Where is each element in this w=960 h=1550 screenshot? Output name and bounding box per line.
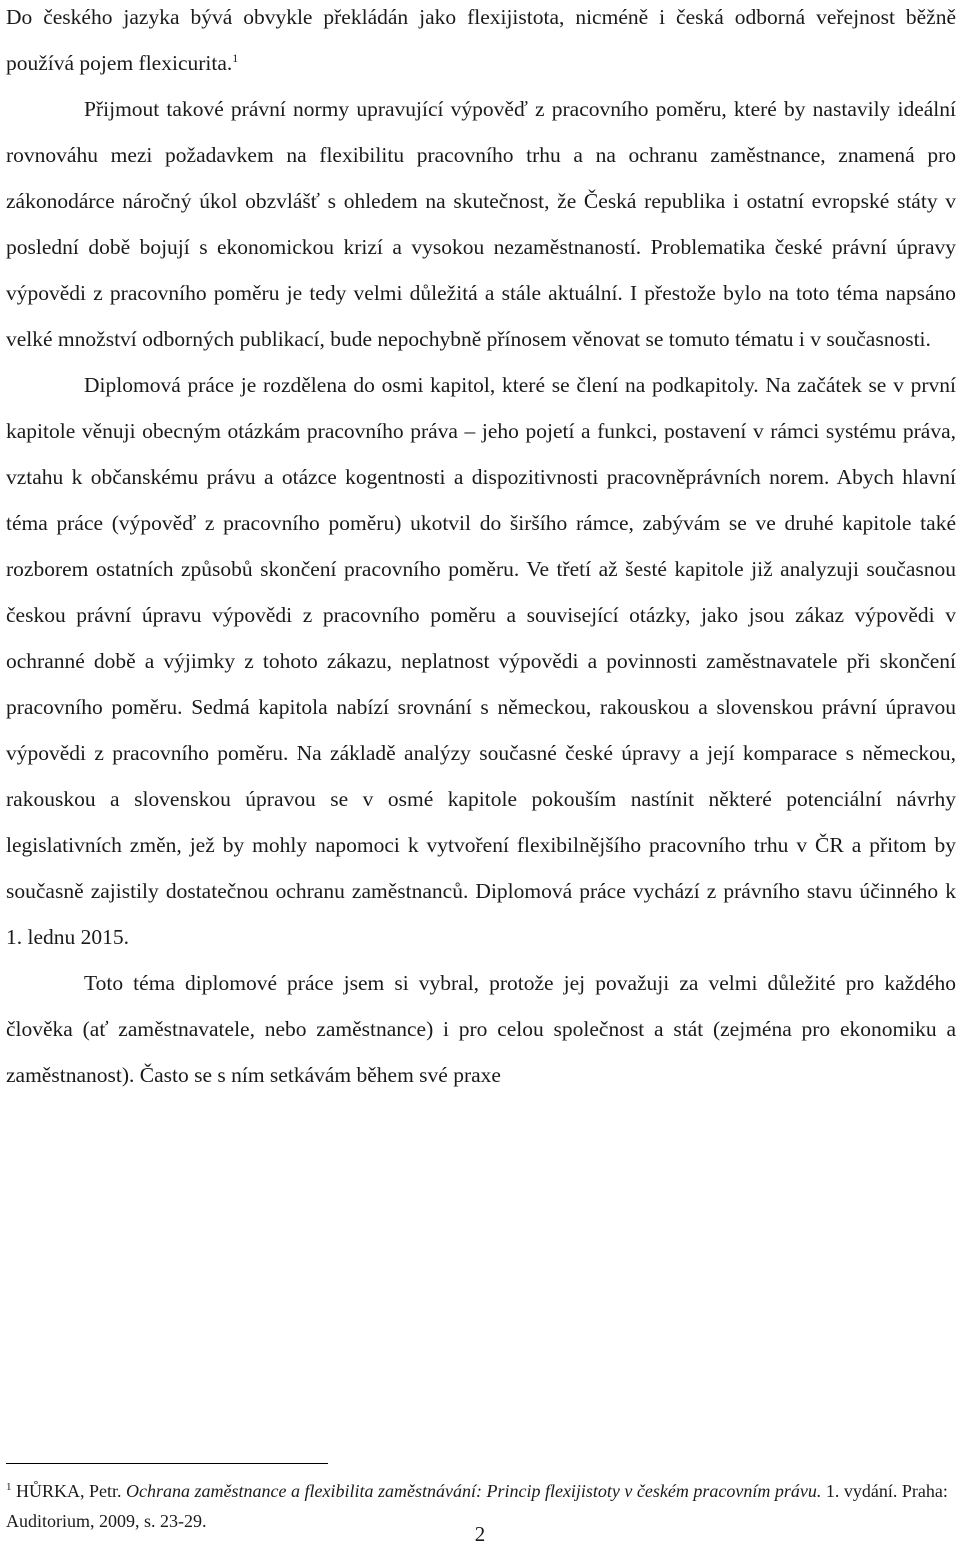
body-paragraph-legislation: Přijmout takové právní normy upravující výpověď z pracovního poměru, které by nastavily ideální rovnováhu mezi požadavkem na flexibilitu pracovního trhu a na ochranu zaměstnance, znamená pro zákonodárce náročný úkol obzvlášť s ohledem na skutečnost, že Česká republika i ostatní evropské státy v poslední době bojují s ekonomickou krizí a vysokou nezaměstnaností. Problematika české právní úpravy výpovědi z pracovního poměru je tedy velmi důležitá a stále aktuální. I přestože bylo na toto téma napsáno velké množství odborných publikací, bude nepochybně přínosem věnovat se tomuto tématu i v současnosti. — [6, 97, 956, 351]
footnote-number: 1 — [6, 1481, 12, 1493]
page-number: 2 — [474, 1522, 486, 1546]
intro-text: Do českého jazyka bývá obvykle překládán jako flexijistota, nicméně i česká odborná veřejnost běžně používá pojem flexicurita. — [6, 5, 956, 75]
body-paragraph-motivation: Toto téma diplomové práce jsem si vybral, protože jej považuji za velmi důležité pro každého člověka (ať zaměstnavatele, nebo zaměstnance) i pro celou společnost a stát (zejména pro ekonomiku a zaměstnanost). Často se s ním setkávám během své praxe — [6, 971, 956, 1087]
intro-paragraph — [6, 0, 956, 86]
footnote-author: HŮRKA, Petr. — [16, 1481, 122, 1501]
footnote-reference: 1 — [232, 50, 239, 65]
body-paragraph-structure: Diplomová práce je rozdělena do osmi kapitol, které se člení na podkapitoly. Na začátek se v první kapitole věnuji obecným otázkám pracovního práva – jeho pojetí a funkci, postavení v rámci systému práva, vztahu k občanskému právu a otázce kogentnosti a dispozitivnosti pracovněprávních norem. Abych hlavní téma práce (výpověď z pracovního poměru) ukotvil do širšího rámce, zabývám se ve druhé kapitole také rozborem ostatních způsobů skončení pracovního poměru. Ve třetí až šesté kapitole již analyzuji současnou českou právní úpravu výpovědi z pracovního poměru a související otázky, jako jsou zákaz výpovědi v ochranné době a výjimky z tohoto zákazu, neplatnost výpovědi a povinnosti zaměstnavatele při skončení pracovního poměru. Sedmá kapitola nabízí srovnání s německou, rakouskou a slovenskou právní úpravou výpovědi z pracovního poměru. Na základě analýzy současné české úpravy a její komparace s německou, rakouskou a slovenskou úpravou se v osmé kapitole pokouším nastínit některé potenciální návrhy legislativních změn, jež by mohly napomoci k vytvoření flexibilnějšího pracovního trhu v ČR a přitom by současně zajistily dostatečnou ochranu zaměstnanců. Diplomová práce vychází z právního stavu účinného k 1. lednu 2015. — [6, 373, 956, 949]
footnote-title: Ochrana zaměstnance a flexibilita zaměstnávání: Princip flexijistoty v českém pracovním právu. — [126, 1481, 822, 1501]
footnote-details: 1. vydání. Praha: Auditorium, 2009, s. 23-29. — [6, 1481, 948, 1531]
footnote-separator — [6, 1463, 328, 1464]
document-page — [6, 0, 956, 1104]
